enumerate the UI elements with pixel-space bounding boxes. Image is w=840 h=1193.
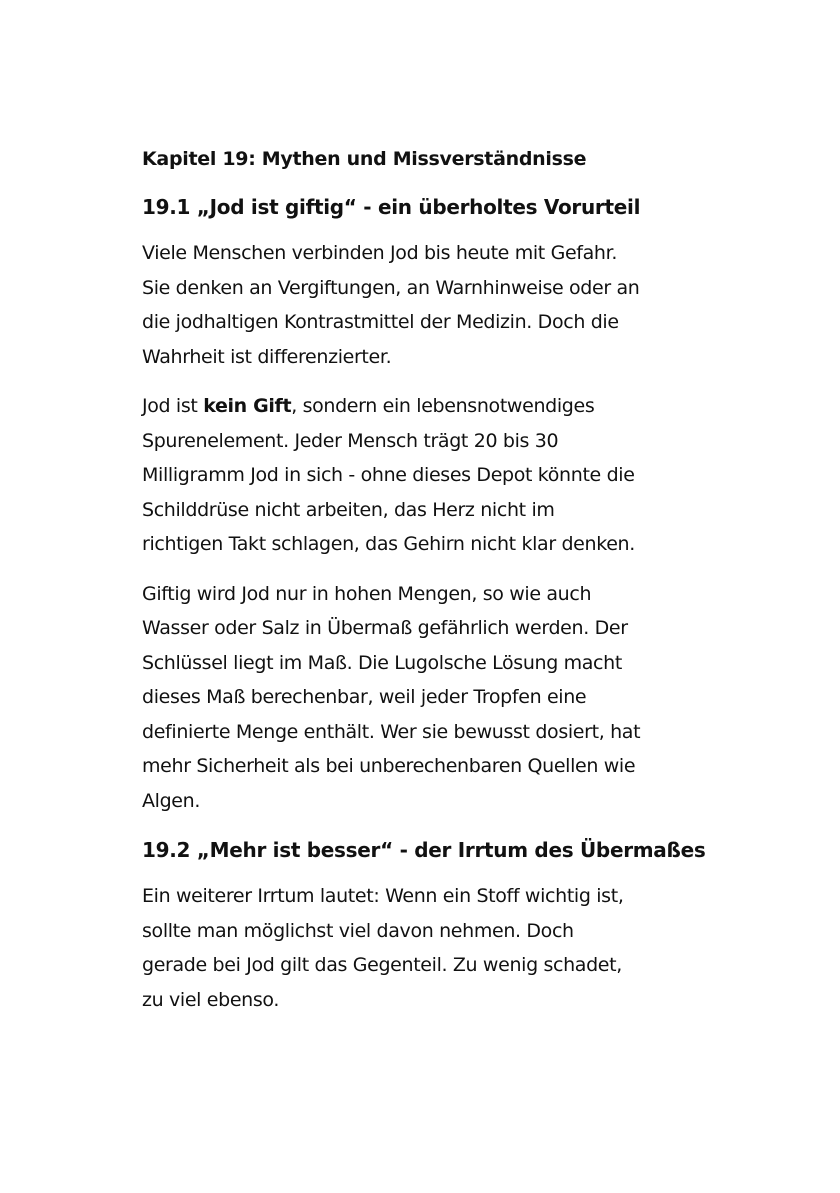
paragraph (142, 389, 712, 562)
text-line (142, 389, 712, 424)
text-line: Ein weiterer Irrtum lautet: Wenn ein Stoff wichtig ist, (142, 885, 624, 907)
text-line: zu viel ebenso. (142, 988, 280, 1011)
text-line: Milligramm Jod in sich - ohne dieses Depot könnte die (142, 464, 635, 486)
text-line: dieses Maß berechenbar, weil jeder Tropfen eine (142, 686, 587, 708)
text-line: richtigen Takt schlagen, das Gehirn nicht klar denken. (142, 533, 635, 555)
paragraph (142, 236, 712, 374)
bold-phrase: kein Gift (203, 395, 292, 417)
text-line: Algen. (142, 789, 201, 812)
text-line: mehr Sicherheit als bei unberechenbaren Quellen wie (142, 755, 636, 777)
text-line: Schlüssel liegt im Maß. Die Lugolsche Lösung macht (142, 651, 622, 674)
text-line: definierte Menge enthält. Wer sie bewusst dosiert, hat (142, 720, 641, 743)
text-line: Spurenelement. Jeder Mensch trägt 20 bis 30 (142, 429, 559, 452)
text-line: Giftig wird Jod nur in hohen Mengen, so wie auch (142, 582, 592, 605)
chapter-title: Kapitel 19: Mythen und Missverständnisse (142, 148, 587, 170)
paragraph (142, 577, 712, 819)
text-line: gerade bei Jod gilt das Gegenteil. Zu wenig schadet, (142, 954, 622, 976)
text-line: Wasser oder Salz in Übermaß gefährlich werden. Der (142, 617, 628, 639)
text-line: Viele Menschen verbinden Jod bis heute mit Gefahr. (142, 242, 618, 264)
section-heading-19-1: 19.1 „Jod ist giftig“ - ein überholtes Vorurteil (142, 195, 641, 219)
page-content (142, 142, 712, 1032)
section-heading-19-2: 19.2 „Mehr ist besser“ - der Irrtum des Übermaßes (142, 838, 706, 862)
text-line: Wahrheit ist differenzierter. (142, 345, 392, 368)
text-line: sollte man möglichst viel davon nehmen. Doch (142, 919, 574, 942)
paragraph (142, 879, 712, 1017)
text-line: Schilddrüse nicht arbeiten, das Herz nicht im (142, 498, 555, 521)
text-line: die jodhaltigen Kontrastmittel der Medizin. Doch die (142, 311, 619, 333)
text-line: Sie denken an Vergiftungen, an Warnhinweise oder an (142, 276, 640, 299)
text-run: , sondern ein lebensnotwendiges (291, 395, 595, 417)
text-run: Jod ist (142, 395, 204, 417)
